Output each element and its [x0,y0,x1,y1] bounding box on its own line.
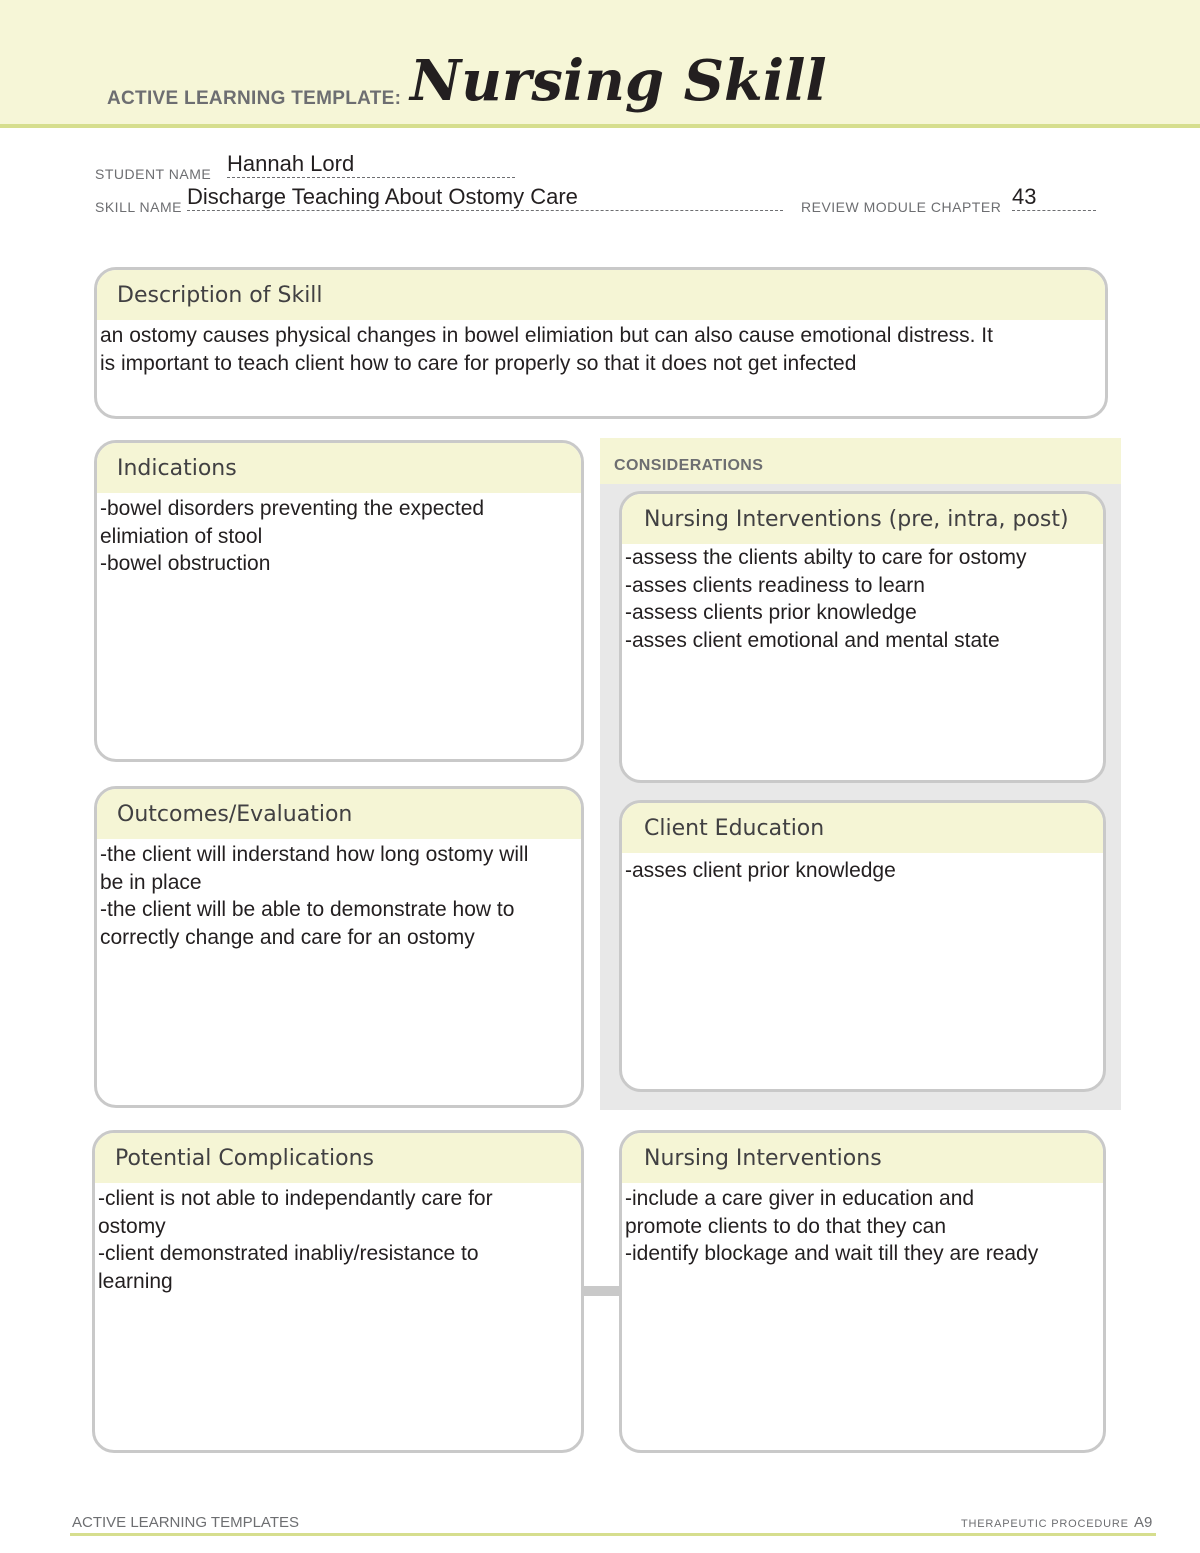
complications-line: -client demonstrated inabliy/resistance to [98,1242,479,1265]
description-title: Description of Skill [97,270,1105,320]
indications-line: elimiation of stool [100,524,263,548]
nursing-interventions-pip-text[interactable] [622,544,1103,654]
complications-title: Potential Complications [95,1133,581,1183]
nursing-interventions-pip-title: Nursing Interventions (pre, intra, post) [622,494,1103,544]
description-box [94,267,1108,419]
footer-left-label: ACTIVE LEARNING TEMPLATES [72,1514,299,1531]
connector-bar [582,1286,620,1296]
nursing-interventions-text[interactable] [622,1183,1103,1268]
client-education-text[interactable] [622,853,1103,885]
indications-title: Indications [97,443,581,493]
client-education-title: Client Education [622,803,1103,853]
complications-line: learning [98,1269,173,1293]
footer-page-number: A9 [1134,1514,1153,1531]
skill-name-label: SKILL NAME [95,199,182,215]
page-title: Nursing Skill [410,48,827,114]
outcomes-box [94,786,584,1108]
nursing-interventions-title: Nursing Interventions [622,1133,1103,1183]
outcomes-line: be in place [100,870,202,894]
complications-text[interactable] [95,1183,581,1295]
client-education-box [619,800,1106,1092]
footer-divider [70,1533,1156,1536]
student-name-label: STUDENT NAME [95,166,212,182]
complications-box [92,1130,584,1453]
nursing-interventions-pip-line: -assess clients prior knowledge [625,601,917,624]
description-line: is important to teach client how to care for properly so that it does not get infected [100,351,857,375]
indications-line: -bowel disorders preventing the expected [100,497,485,520]
nursing-interventions-pip-line: -asses clients readiness to learn [625,573,925,597]
outcomes-line: -the client will inderstand how long ostomy will [100,843,529,866]
complications-line: -client is not able to independantly care for [98,1187,493,1210]
outcomes-text[interactable] [97,839,581,951]
complications-line: ostomy [98,1214,166,1238]
outcomes-line: -the client will be able to demonstrate how to [100,898,515,921]
description-text[interactable] [97,320,1105,377]
considerations-label: CONSIDERATIONS [614,457,764,474]
skill-name-field[interactable]: Discharge Teaching About Ostomy Care [187,185,783,211]
nursing-interventions-line: -identify blockage and wait till they are ready [625,1242,1039,1265]
indications-box [94,440,584,762]
template-label: ACTIVE LEARNING TEMPLATE: [107,88,402,109]
nursing-interventions-pip-line: -assess the clients abilty to care for ostomy [625,546,1027,569]
indications-text[interactable] [97,493,581,578]
review-module-chapter-field[interactable]: 43 [1012,185,1096,211]
student-name-field[interactable]: Hannah Lord [227,152,515,178]
client-education-line: -asses client prior knowledge [625,859,896,882]
outcomes-line: correctly change and care for an ostomy [100,925,475,949]
nursing-interventions-pip-line: -asses client emotional and mental state [625,628,1000,652]
nursing-interventions-line: promote clients to do that they can [625,1214,947,1238]
nursing-interventions-box [619,1130,1106,1453]
outcomes-title: Outcomes/Evaluation [97,789,581,839]
footer-right-label: THERAPEUTIC PROCEDURE [961,1518,1129,1530]
review-module-chapter-label: REVIEW MODULE CHAPTER [801,199,1002,215]
description-line: an ostomy causes physical changes in bowel elimiation but can also cause emotional distress. It [100,324,993,347]
nursing-interventions-line: -include a care giver in education and [625,1187,975,1210]
nursing-interventions-pip-box [619,491,1106,783]
indications-line: -bowel obstruction [100,552,271,575]
